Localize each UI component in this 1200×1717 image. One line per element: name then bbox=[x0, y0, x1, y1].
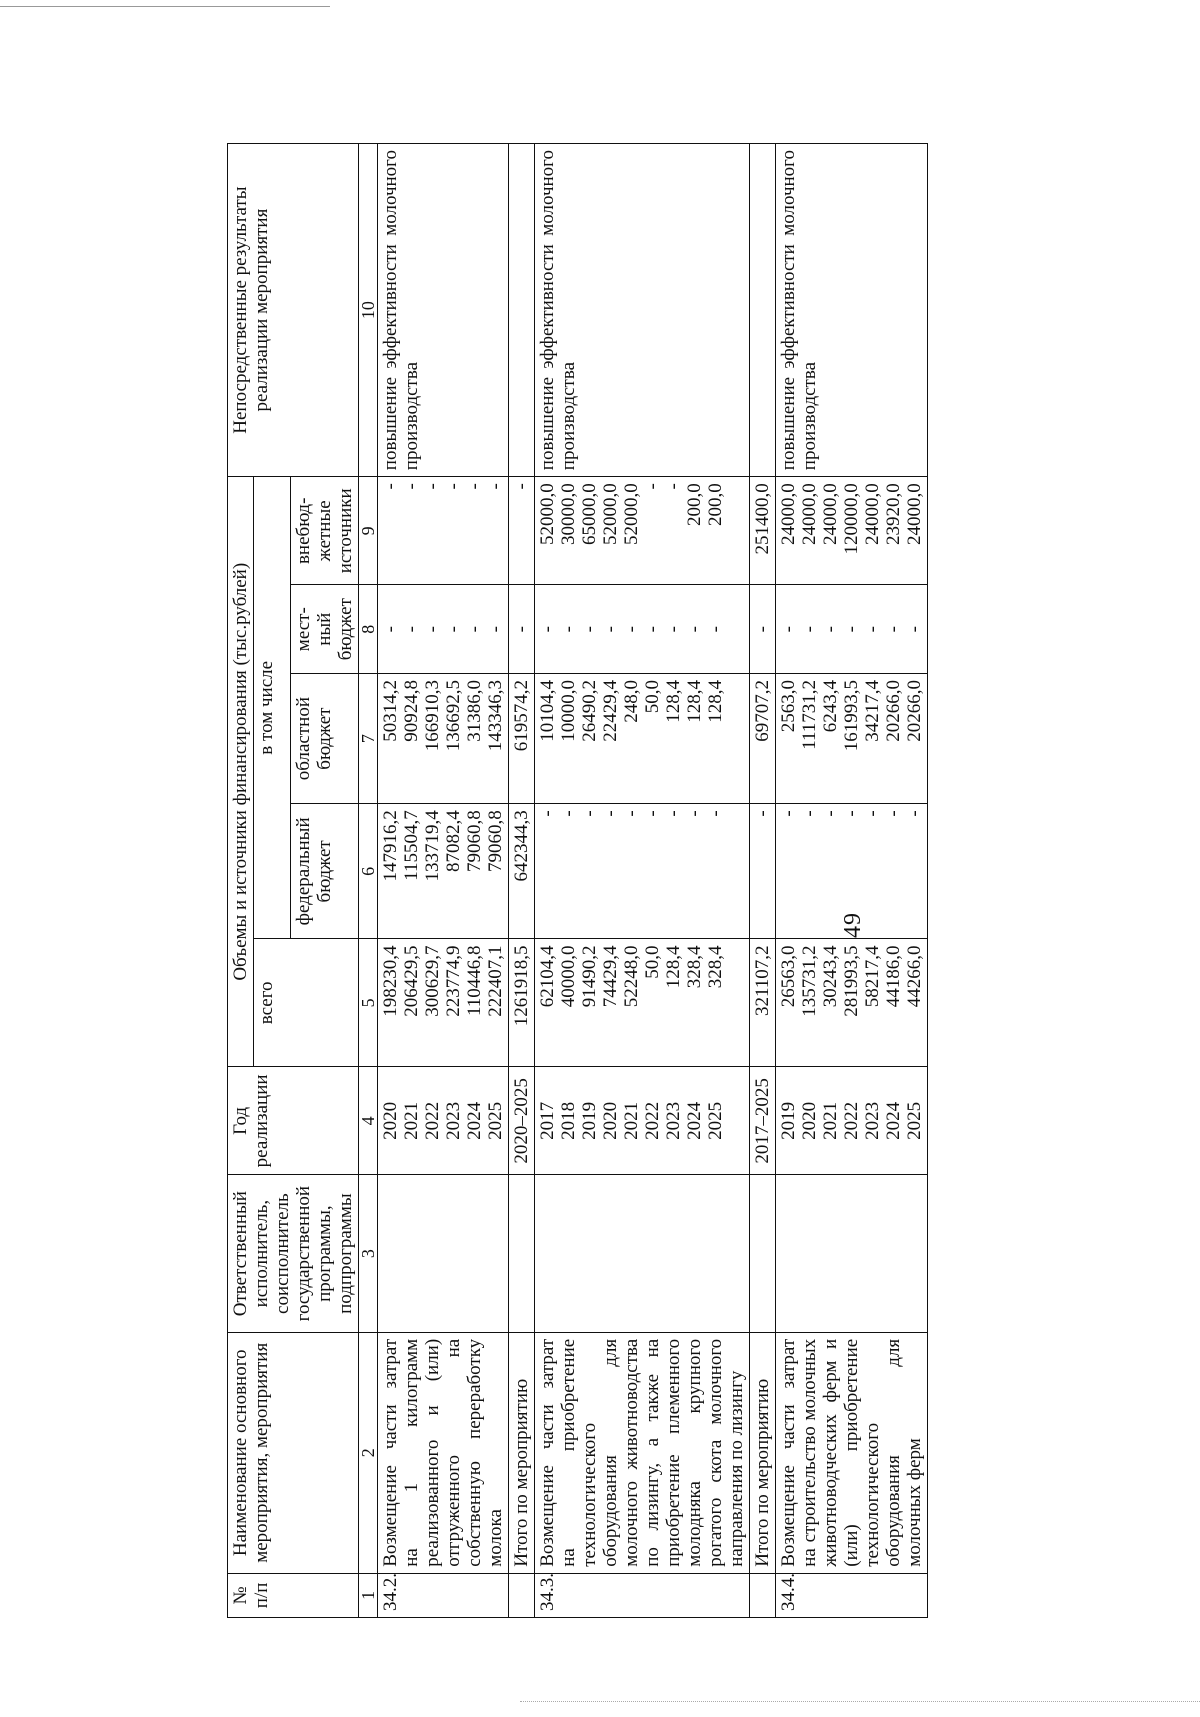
cell-line: 79060,8 bbox=[485, 810, 506, 872]
cell-line: 34217,4 bbox=[862, 679, 883, 742]
cell-line: 115504,7 bbox=[401, 810, 422, 881]
cell-line: 2563,0 bbox=[778, 679, 799, 733]
cell-line: - bbox=[841, 626, 862, 633]
cell-line: - bbox=[778, 810, 799, 817]
scan-edge-dots bbox=[520, 1701, 1200, 1702]
cell-line: - bbox=[537, 810, 558, 817]
column-number: 6 bbox=[359, 804, 378, 939]
cell-line: - bbox=[401, 626, 422, 633]
cell-line: - bbox=[799, 626, 820, 633]
cell-line: 2021 bbox=[820, 1101, 841, 1140]
cell-line: 143346,3 bbox=[485, 679, 506, 752]
cell-line: 328,4 bbox=[684, 945, 705, 989]
cell-line: - bbox=[799, 810, 820, 817]
row-number: 34.4. bbox=[776, 1573, 928, 1617]
subtotal-federal: 642344,3 bbox=[509, 804, 535, 939]
cell-line: 31386,0 bbox=[464, 679, 485, 742]
table-row bbox=[776, 144, 928, 1618]
cell-line: 10000,0 bbox=[558, 679, 579, 742]
cell-line: 2025 bbox=[904, 1101, 925, 1140]
cell-line: 87082,4 bbox=[443, 810, 464, 872]
cell-line: - bbox=[904, 810, 925, 817]
cell-line: 2025 bbox=[705, 1101, 726, 1140]
cell-line: 50,0 bbox=[642, 945, 663, 979]
cell-line: 24000,0 bbox=[904, 483, 925, 545]
cell-line: 135731,2 bbox=[799, 945, 820, 1017]
cell-line: 161993,5 bbox=[841, 679, 862, 752]
subtotal-number bbox=[509, 1573, 535, 1617]
cell-line: 91490,2 bbox=[579, 945, 600, 1008]
result-cell: повышение эффективности молочного производства bbox=[776, 144, 928, 477]
cell-line: - bbox=[422, 483, 443, 490]
subtotal-row bbox=[509, 144, 535, 1618]
cell-line: 128,4 bbox=[663, 679, 684, 723]
cell-line: - bbox=[663, 483, 684, 490]
total-cell bbox=[535, 939, 750, 1067]
federal-cell bbox=[776, 804, 928, 939]
cell-line: 52000,0 bbox=[621, 483, 642, 545]
subtotal-label: Итого по мероприятию bbox=[750, 1332, 776, 1573]
cell-line: - bbox=[600, 810, 621, 817]
cell-line: - bbox=[684, 626, 705, 633]
cell-line: - bbox=[663, 810, 684, 817]
cell-line: 2023 bbox=[443, 1101, 464, 1140]
cell-line: - bbox=[443, 626, 464, 633]
cell-line: 111731,2 bbox=[799, 679, 820, 750]
cell-line: 128,4 bbox=[705, 679, 726, 723]
header-funding: Объемы и источники финансирования (тыс.рублей) bbox=[228, 477, 254, 1067]
header-local: мест-ный бюджет bbox=[291, 585, 359, 674]
cell-line: - bbox=[621, 810, 642, 817]
column-numbers-row bbox=[359, 144, 378, 1618]
cell-line: 65000,0 bbox=[579, 483, 600, 545]
cell-line: 2021 bbox=[401, 1101, 422, 1140]
cell-line: 52000,0 bbox=[537, 483, 558, 545]
cell-line: 30243,4 bbox=[820, 945, 841, 1008]
cell-line: 328,4 bbox=[705, 945, 726, 989]
cell-line: 24000,0 bbox=[799, 483, 820, 545]
cell-line: 62104,4 bbox=[537, 945, 558, 1008]
cell-line: 200,0 bbox=[684, 483, 705, 526]
activity-name: Возмещение части затрат на приобретение технологического оборудования для молочного животноводства по лизингу, а также на приобретение племенного молодняка крупного рогатого скота молочного направления по лизингу bbox=[535, 1332, 750, 1573]
cell-line: - bbox=[642, 483, 663, 490]
cell-line: 50314,2 bbox=[380, 679, 401, 742]
years-cell bbox=[378, 1067, 509, 1175]
cell-line: - bbox=[443, 483, 464, 490]
federal-cell bbox=[535, 804, 750, 939]
cell-line: - bbox=[485, 626, 506, 633]
cell-line: 20266,0 bbox=[904, 679, 925, 742]
cell-line: - bbox=[642, 810, 663, 817]
cell-line: - bbox=[380, 483, 401, 490]
cell-line: 2024 bbox=[883, 1101, 904, 1140]
extra-cell bbox=[535, 477, 750, 585]
subtotal-label: Итого по мероприятию bbox=[509, 1332, 535, 1573]
cell-line: 110446,8 bbox=[464, 945, 485, 1016]
header-number: № п/п bbox=[228, 1573, 359, 1617]
table-row bbox=[378, 144, 509, 1618]
cell-line: 128,4 bbox=[663, 945, 684, 989]
subtotal-local: - bbox=[750, 585, 776, 674]
cell-line: - bbox=[904, 626, 925, 633]
cell-line: 2020 bbox=[380, 1101, 401, 1140]
extra-cell bbox=[378, 477, 509, 585]
cell-line: 2020 bbox=[600, 1101, 621, 1140]
activity-name: Возмещение части затрат на строительство молочных животноводческих ферм и (или) приобретение технологического оборудования для молочных ферм bbox=[776, 1332, 928, 1573]
cell-line: 248,0 bbox=[621, 679, 642, 723]
header-including: в том числе bbox=[254, 477, 291, 939]
local-cell bbox=[776, 585, 928, 674]
cell-line: 166910,3 bbox=[422, 679, 443, 752]
cell-line: 206429,5 bbox=[401, 945, 422, 1017]
header-executor: Ответственный исполнитель, соисполнитель государственной программы, подпрограммы bbox=[228, 1175, 359, 1332]
cell-line: 52248,0 bbox=[621, 945, 642, 1008]
subtotal-regional: 619574,2 bbox=[509, 673, 535, 803]
cell-line: 50,0 bbox=[642, 679, 663, 714]
column-number: 1 bbox=[359, 1573, 378, 1617]
cell-line: - bbox=[862, 810, 883, 817]
cell-line: 30000,0 bbox=[558, 483, 579, 545]
cell-line: - bbox=[642, 626, 663, 633]
cell-line: 2019 bbox=[579, 1101, 600, 1140]
cell-line: 128,4 bbox=[684, 679, 705, 723]
subtotal-result bbox=[750, 144, 776, 477]
cell-line: 79060,8 bbox=[464, 810, 485, 872]
header-regional: областной бюджет bbox=[291, 673, 359, 803]
subtotal-extra: 251400,0 bbox=[750, 477, 776, 585]
cell-line: 223774,9 bbox=[443, 945, 464, 1017]
total-cell bbox=[776, 939, 928, 1067]
cell-line: - bbox=[537, 626, 558, 633]
table-header bbox=[228, 144, 378, 1618]
row-number: 34.2. bbox=[378, 1573, 509, 1617]
subtotal-period: 2017–2025 bbox=[750, 1067, 776, 1175]
cell-line: - bbox=[841, 810, 862, 817]
cell-line: 22429,4 bbox=[600, 679, 621, 742]
cell-line: 120000,0 bbox=[841, 483, 862, 555]
cell-line: - bbox=[579, 626, 600, 633]
extra-cell bbox=[776, 477, 928, 585]
header-federal: федеральный бюджет bbox=[291, 804, 359, 939]
cell-line: - bbox=[464, 483, 485, 490]
column-number: 3 bbox=[359, 1175, 378, 1332]
cell-line: 24000,0 bbox=[820, 483, 841, 545]
cell-line: - bbox=[820, 626, 841, 633]
cell-line: 2020 bbox=[799, 1101, 820, 1140]
cell-line: - bbox=[778, 626, 799, 633]
result-cell: повышение эффективности молочного производства bbox=[535, 144, 750, 477]
regional-cell bbox=[535, 673, 750, 803]
cell-line: 2022 bbox=[422, 1101, 443, 1140]
column-number: 8 bbox=[359, 585, 378, 674]
cell-line: 133719,4 bbox=[422, 810, 443, 882]
header-year: Год реализации bbox=[228, 1067, 359, 1175]
cell-line: 2023 bbox=[862, 1101, 883, 1140]
page-number: 49 bbox=[840, 912, 866, 938]
cell-line: 90924,8 bbox=[401, 679, 422, 742]
cell-line: - bbox=[684, 810, 705, 817]
cell-line: 23920,0 bbox=[883, 483, 904, 545]
total-cell bbox=[378, 939, 509, 1067]
executor bbox=[776, 1175, 928, 1332]
funding-table bbox=[227, 143, 928, 1618]
cell-line: 20266,0 bbox=[883, 679, 904, 742]
subtotal-result bbox=[509, 144, 535, 477]
cell-line: 2024 bbox=[464, 1101, 485, 1140]
cell-line: 198230,4 bbox=[380, 945, 401, 1017]
cell-line: 300629,7 bbox=[422, 945, 443, 1017]
subtotal-federal: - bbox=[750, 804, 776, 939]
subtotal-total: 321107,2 bbox=[750, 939, 776, 1067]
cell-line: 2024 bbox=[684, 1101, 705, 1140]
cell-line: - bbox=[705, 810, 726, 817]
scan-edge-line bbox=[0, 6, 330, 7]
subtotal-period: 2020–2025 bbox=[509, 1067, 535, 1175]
result-cell: повышение эффективности молочного производства bbox=[378, 144, 509, 477]
cell-line: - bbox=[579, 810, 600, 817]
subtotal-executor bbox=[750, 1175, 776, 1332]
cell-line: 52000,0 bbox=[600, 483, 621, 545]
column-number: 9 bbox=[359, 477, 378, 585]
cell-line: - bbox=[485, 483, 506, 490]
rotated-page bbox=[145, 143, 1135, 1618]
cell-line: - bbox=[705, 626, 726, 633]
cell-line: 24000,0 bbox=[862, 483, 883, 545]
cell-line: 281993,5 bbox=[841, 945, 862, 1017]
cell-line: - bbox=[820, 810, 841, 817]
cell-line: - bbox=[380, 626, 401, 633]
subtotal-number bbox=[750, 1573, 776, 1617]
cell-line: 2019 bbox=[778, 1101, 799, 1140]
header-extra: внебюд-жетные источники bbox=[291, 477, 359, 585]
table-row bbox=[535, 144, 750, 1618]
cell-line: 2023 bbox=[663, 1101, 684, 1140]
cell-line: 40000,0 bbox=[558, 945, 579, 1008]
cell-line: - bbox=[621, 626, 642, 633]
subtotal-executor bbox=[509, 1175, 535, 1332]
cell-line: 2018 bbox=[558, 1101, 579, 1140]
cell-line: 74429,4 bbox=[600, 945, 621, 1008]
cell-line: - bbox=[422, 626, 443, 633]
column-number: 4 bbox=[359, 1067, 378, 1175]
cell-line: 26563,0 bbox=[778, 945, 799, 1008]
cell-line: 2017 bbox=[537, 1101, 558, 1140]
cell-line: 44186,0 bbox=[883, 945, 904, 1008]
cell-line: 2022 bbox=[841, 1101, 862, 1140]
cell-line: - bbox=[401, 483, 422, 490]
column-number: 10 bbox=[359, 144, 378, 477]
column-number: 5 bbox=[359, 939, 378, 1067]
cell-line: 200,0 bbox=[705, 483, 726, 526]
cell-line: - bbox=[663, 626, 684, 633]
cell-line: 136692,5 bbox=[443, 679, 464, 752]
header-results: Непосредственные результаты реализации мероприятия bbox=[228, 144, 359, 477]
subtotal-row bbox=[750, 144, 776, 1618]
header-total: всего bbox=[254, 939, 359, 1067]
cell-line: - bbox=[600, 626, 621, 633]
federal-cell bbox=[378, 804, 509, 939]
cell-line: 2022 bbox=[642, 1101, 663, 1140]
activity-name: Возмещение части затрат на 1 килограмм реализованного и (или) отгруженного на собственную переработку молока bbox=[378, 1332, 509, 1573]
executor bbox=[378, 1175, 509, 1332]
row-number: 34.3. bbox=[535, 1573, 750, 1617]
cell-line: 147916,2 bbox=[380, 810, 401, 882]
years-cell bbox=[776, 1067, 928, 1175]
subtotal-total: 1261918,5 bbox=[509, 939, 535, 1067]
cell-line: 24000,0 bbox=[778, 483, 799, 545]
cell-line: 44266,0 bbox=[904, 945, 925, 1008]
local-cell bbox=[378, 585, 509, 674]
cell-line: - bbox=[558, 626, 579, 633]
cell-line: 2025 bbox=[485, 1101, 506, 1140]
column-number: 7 bbox=[359, 673, 378, 803]
cell-line: 2021 bbox=[621, 1101, 642, 1140]
local-cell bbox=[535, 585, 750, 674]
cell-line: - bbox=[464, 626, 485, 633]
years-cell bbox=[535, 1067, 750, 1175]
cell-line: - bbox=[862, 626, 883, 633]
column-number: 2 bbox=[359, 1332, 378, 1573]
executor bbox=[535, 1175, 750, 1332]
regional-cell bbox=[378, 673, 509, 803]
cell-line: 10104,4 bbox=[537, 679, 558, 742]
cell-line: - bbox=[883, 810, 904, 817]
cell-line: 58217,4 bbox=[862, 945, 883, 1008]
table-body bbox=[378, 144, 928, 1618]
header-name: Наименование основного мероприятия, мероприятия bbox=[228, 1332, 359, 1573]
subtotal-local: - bbox=[509, 585, 535, 674]
cell-line: 222407,1 bbox=[485, 945, 506, 1017]
cell-line: - bbox=[883, 626, 904, 633]
cell-line: 6243,4 bbox=[820, 679, 841, 733]
regional-cell bbox=[776, 673, 928, 803]
subtotal-regional: 69707,2 bbox=[750, 673, 776, 803]
cell-line: 26490,2 bbox=[579, 679, 600, 742]
cell-line: - bbox=[558, 810, 579, 817]
subtotal-extra: - bbox=[509, 477, 535, 585]
